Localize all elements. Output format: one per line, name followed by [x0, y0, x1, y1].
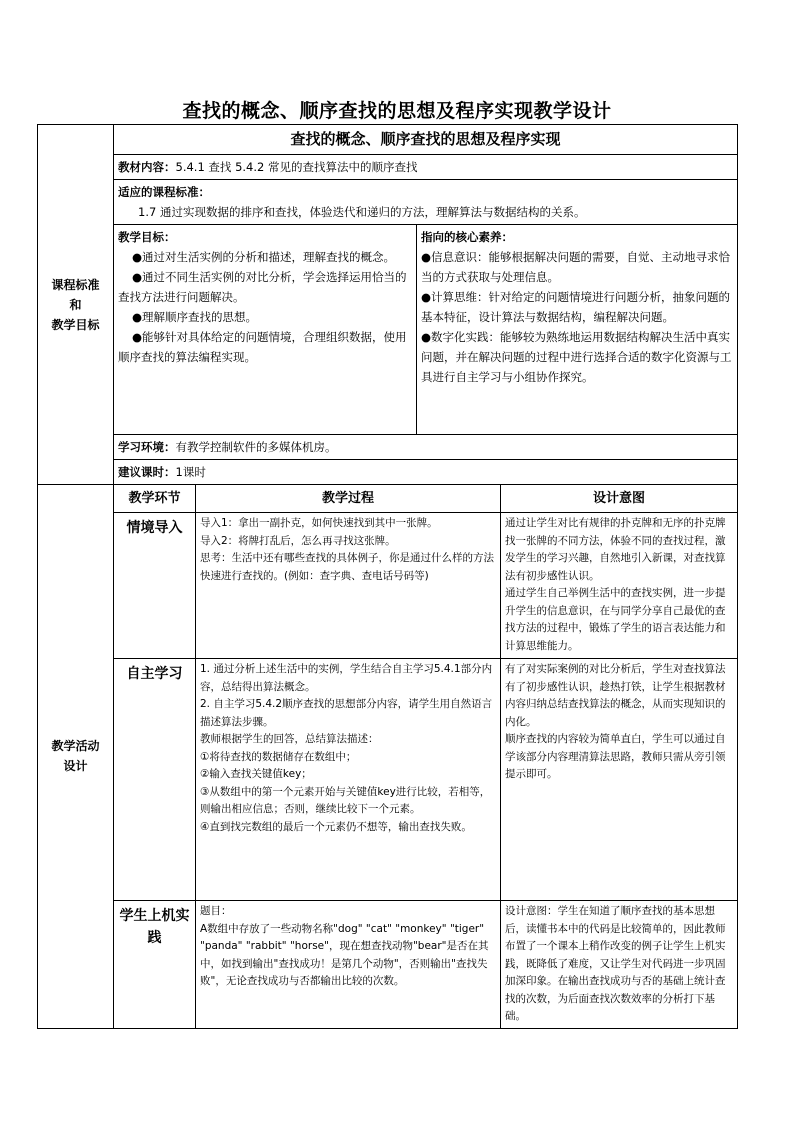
- stage-intent: [501, 513, 738, 659]
- section1-label-line2: 和: [69, 297, 82, 312]
- hours-row: [114, 460, 738, 485]
- intent-line: 有了对实际案例的对比分析后，学生对查找算法有了初步感性认识，趁热打铁，让学生根据教材内容归纳总结查找算法的概念，从而实现知识的内化。: [505, 663, 726, 728]
- goal-item: ●通过不同生活实例的对比分析，学会选择运用恰当的查找方法进行问题解决。: [118, 270, 407, 304]
- lesson-plan-table: [37, 124, 738, 1029]
- process-line: 思考：生活中还有哪些查找的具体例子，你是通过什么样的方法快速进行查找的。(例如：查字典、查电话号码等): [200, 552, 494, 582]
- header-intent: 设计意图: [501, 485, 738, 513]
- stage-name: 学生上机实践: [114, 901, 196, 1029]
- intent-line: 顺序查找的内容较为简单直白，学生可以通过自学该部分内容理清算法思路，教师只需从旁引领提示即可。: [505, 733, 726, 780]
- literacy-label: 指向的核心素养：: [421, 230, 513, 244]
- header-process: 教学过程: [196, 485, 501, 513]
- process-line: 导入1：拿出一副扑克，如何快速找到其中一张牌。: [200, 517, 438, 529]
- page-title: 查找的概念、顺序查找的思想及程序实现教学设计: [182, 100, 612, 122]
- hours-label: 建议课时：: [118, 465, 176, 479]
- literacy-item: ●计算思维：针对给定的问题情境进行问题分析，抽象问题的基本特征，设计算法与数据结构，编程解决问题。: [421, 290, 731, 324]
- literacy-item: ●数字化实践：能够较为熟练地运用数据结构解决生活中真实问题，并在解决问题的过程中进行选择合适的数字化资源与工具进行自主学习与小组协作探究。: [421, 330, 732, 384]
- stage-intent: [501, 659, 738, 901]
- stage-name: 自主学习: [114, 659, 196, 901]
- process-line: 导入2：将牌打乱后，怎么再寻找这张牌。: [200, 534, 396, 547]
- process-line: ①将待查找的数据储存在数组中；: [200, 750, 357, 763]
- section2-label-line2: 设计: [63, 759, 88, 774]
- process-line: 2. 自主学习5.4.2顺序查找的思想部分内容，请学生用自然语言描述算法步骤。: [200, 698, 493, 728]
- stage-process: [196, 901, 501, 1029]
- intent-line: 设计意图：学生在知道了顺序查找的基本思想后，读懂书本中的代码是比较简单的，因此教师布置了一个课本上稍作改变的例子让学生上机实践，既降低了难度，又让学生对代码进一步巩固加深印象。在输出查找成功与否的基础上统计查找的次数，为后面查找次数效率的分析打下基础。: [505, 905, 726, 1022]
- material-row: [114, 155, 738, 180]
- process-line: 题目：: [200, 905, 232, 917]
- stage-process: [196, 513, 501, 659]
- environment-row: [114, 435, 738, 460]
- standard-text: 1.7 通过实现数据的排序和查找，体验迭代和递归的方法，理解算法与数据结构的关系。: [138, 205, 586, 219]
- section1-label: [38, 125, 114, 485]
- section1-label-line3: 教学目标: [51, 317, 100, 332]
- material-text: 5.4.1 查找 5.4.2 常见的查找算法中的顺序查找: [175, 160, 418, 174]
- goals-label: 教学目标：: [118, 230, 176, 244]
- section2-label-line1: 教学活动: [51, 739, 100, 754]
- stage-name: 情境导入: [114, 513, 196, 659]
- table-title: 查找的概念、顺序查找的思想及程序实现: [114, 125, 738, 155]
- process-line: ④直到找完数组的最后一个元素仍不想等，输出查找失败。: [200, 820, 472, 833]
- goal-item: ●理解顺序查找的思想。: [132, 310, 258, 324]
- goals-cell: [114, 225, 417, 435]
- standard-label: 适应的课程标准：: [118, 185, 210, 199]
- intent-line: 通过让学生对比有规律的扑克牌和无序的扑克牌找一张牌的不同方法，体验不同的查找过程，激发学生的学习兴趣，自然地引入新课，对查找算法有初步感性认识。: [505, 517, 726, 582]
- process-line: 1. 通过分析上述生活中的实例，学生结合自主学习5.4.1部分内容，总结得出算法概念。: [200, 663, 493, 693]
- process-line: 教师根据学生的回答，总结算法描述：: [200, 733, 379, 745]
- section2-label: [38, 485, 114, 1029]
- hours-text: 1课时: [175, 465, 206, 479]
- literacy-item: ●信息意识：能够根据解决问题的需要，自觉、主动地寻求恰当的方式获取与处理信息。: [421, 250, 731, 284]
- process-line: ③从数组中的第一个元素开始与关键值key进行比较，若相等，则输出相应信息；否则，继续比较下一个元素。: [200, 785, 491, 815]
- literacy-cell: [417, 225, 738, 435]
- standard-row: [114, 180, 738, 225]
- goal-item: ●能够针对具体给定的问题情境，合理组织数据，使用顺序查找的算法编程实现。: [118, 330, 407, 364]
- environment-text: 有教学控制软件的多媒体机房。: [175, 440, 337, 454]
- material-label: 教材内容：: [118, 160, 176, 174]
- intent-line: 通过学生自己举例生活中的查找实例，进一步提升学生的信息意识，在与同学分享自己最优的查找方法的过程中，锻炼了学生的语言表达能力和计算思维能力。: [505, 587, 726, 652]
- process-line: A数组中存放了一些动物名称"dog" "cat" "monkey" "tiger" "panda" "rabbit" "horse"，现在想查找动物"bear"是否在其中，如找到输出"查找成功！是第几个动物"，否则输出"查找失败"，无论查找成功与否都输出比较的次数。: [200, 922, 489, 987]
- section1-label-line1: 课程标准: [51, 277, 100, 292]
- header-stage: 教学环节: [114, 485, 196, 513]
- stage-intent: [501, 901, 738, 1029]
- environment-label: 学习环境：: [118, 440, 176, 454]
- stage-process: [196, 659, 501, 901]
- goal-item: ●通过对生活实例的分析和描述，理解查找的概念。: [132, 250, 396, 264]
- process-line: ②输入查找关键值key；: [200, 768, 312, 780]
